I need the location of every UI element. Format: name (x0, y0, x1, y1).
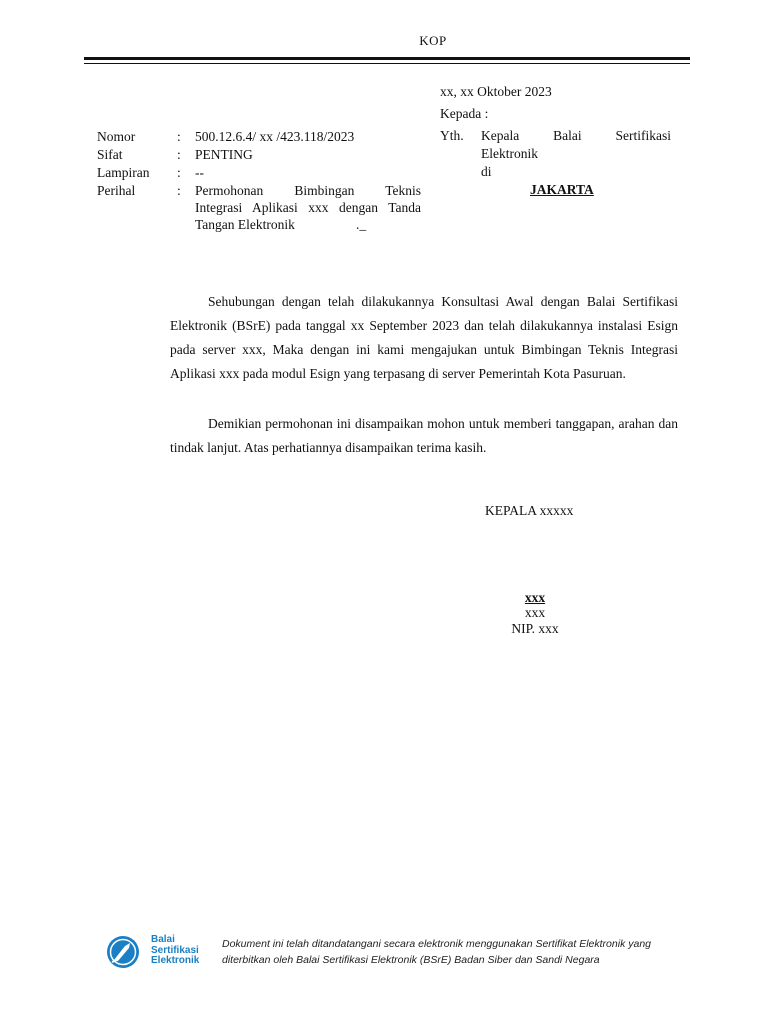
logo-line-1: Balai (151, 934, 175, 945)
body-paragraph-1: Sehubungan dengan telah dilakukannya Konsultasi Awal dengan Balai Sertifikasi Elektronik (BSrE) pada tanggal xx September 2023 dan telah dilakukannya instalasi Esign pada server xxx, Maka dengan ini kami mengajukan untuk Bimbingan Teknis Integrasi Aplikasi xxx pada modul Esign yang terpasang di server Pemerintah Kota Pasuruan. (170, 294, 678, 381)
meta-label-nomor: Nomor (97, 129, 136, 144)
recipient-kepada: Kepada : (440, 106, 489, 121)
recipient-city: JAKARTA (530, 182, 594, 197)
perihal-line-2: Integrasi Aplikasi xxx dengan Tanda (195, 200, 421, 215)
recipient-word-1: Kepala (481, 128, 520, 143)
meta-sep-lampiran: : (177, 165, 181, 180)
perihal-line-1: Permohonan Bimbingan Teknis (195, 183, 421, 198)
recipient-line2: Elektronik (481, 146, 538, 161)
recipient-line1 (481, 127, 671, 145)
footer-note-line-2: diterbitkan oleh Balai Sertifikasi Elektronik (BSrE) Badan Siber dan Sandi Negara (222, 954, 600, 966)
bsre-logo-icon (103, 934, 143, 970)
bsre-logo-text (151, 935, 199, 967)
body-paragraph-2: Demikian permohonan ini disampaikan mohon untuk memberi tanggapan, arahan dan tindak lanjut. Atas perhatiannya disampaikan terima kasih. (170, 416, 678, 455)
perihal-line-3: Tangan Elektronik (195, 217, 295, 232)
meta-sep-perihal: : (177, 183, 181, 198)
recipient-yth: Yth. (440, 128, 464, 143)
meta-label-lampiran: Lampiran (97, 165, 150, 180)
letterhead-rule-thick (84, 57, 690, 60)
signature-name: xxx (524, 590, 546, 605)
letterhead-rule-thin (84, 63, 690, 64)
footer-note-line-1: Dokument ini telah ditandatangani secara elektronik menggunakan Sertifikat Elektronik yang (222, 938, 652, 950)
footer-signature-note (222, 936, 651, 968)
logo-line-2: Sertifikasi (151, 944, 199, 956)
letter-date: xx, xx Oktober 2023 (440, 84, 552, 99)
meta-label-perihal: Perihal (97, 183, 136, 198)
letterhead-kop: KOP (419, 33, 447, 48)
meta-value-nomor: 500.12.6.4/ xx /423.118/2023 (195, 129, 355, 144)
meta-value-perihal (195, 182, 421, 233)
logo-line-3: Elektronik (151, 955, 200, 966)
perihal-trailing-mark: ._ (356, 217, 367, 232)
recipient-word-2: Balai (553, 128, 582, 143)
meta-sep-sifat: : (177, 147, 181, 162)
meta-sep-nomor: : (177, 129, 181, 144)
meta-label-sifat: Sifat (97, 147, 123, 162)
recipient-line3: di (481, 164, 492, 179)
signature-rank: xxx (524, 605, 546, 620)
recipient-word-3: Sertifikasi (615, 128, 671, 143)
meta-value-lampiran: -- (195, 165, 204, 180)
signature-nip: NIP. xxx (511, 621, 559, 636)
meta-value-sifat: PENTING (195, 147, 253, 162)
signature-title: KEPALA xxxxx (485, 503, 574, 518)
